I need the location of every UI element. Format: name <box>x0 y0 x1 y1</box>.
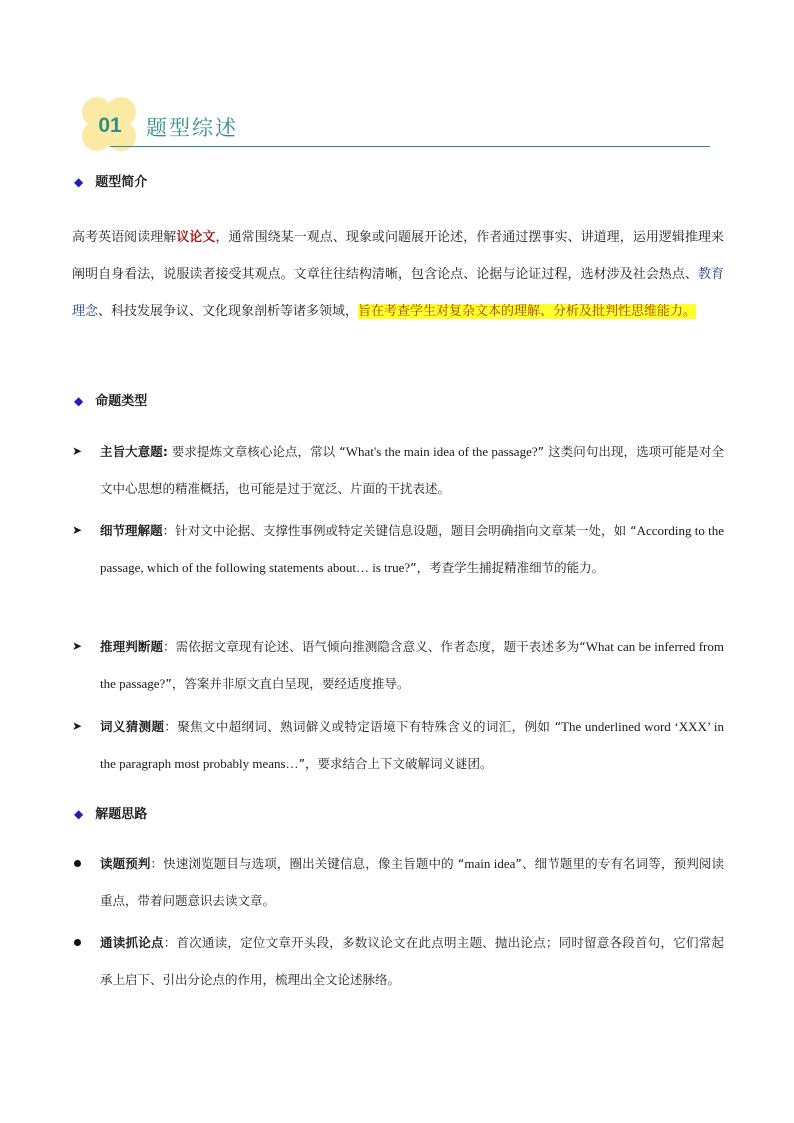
title-divider <box>110 146 710 147</box>
intro-paragraph: 高考英语阅读理解议论文，通常围绕某一观点、现象或问题展开论述，作者通过摆事实、讲道理，运用逻辑推理来阐明自身看法，说服读者接受其观点。文章往往结构清晰，包含论点、论据与论证过程，选材涉及社会热点、教育理念、科技发展争议、文化现象剖析等诸多领域，旨在考查学生对复杂文本的理解、分析及批判性思维能力。 <box>72 230 724 319</box>
type-item-detail: 细节理解题：针对文中论据、支撑性事例或特定关键信息设题，题目会明确指向文章某一处，如 “According to the passage, which of the following statements about… is true?”，考查学生捕捉精准细节的能力。 <box>100 523 724 575</box>
section-title: 题型综述 <box>146 116 238 140</box>
diamond-bullet-icon: ◆ <box>74 807 84 821</box>
approach-item-skim: 通读抓论点：首次通读，定位文章开头段，多数议论文在此点明主题、抛出论点；同时留意各段首句，它们常起承上启下、引出分论点的作用，梳理出全文论述脉络。 <box>100 935 724 987</box>
diamond-bullet-icon: ◆ <box>74 394 84 408</box>
subheading-types: ◆ 命题类型 <box>74 394 148 409</box>
type-item-inference: 推理判断题：需依据文章现有论述、语气倾向推测隐含意义、作者态度，题干表述多为“What can be inferred from the passage?”，答案并非原文直白呈现，要经适度推导。 <box>100 639 724 691</box>
arrow-bullet-icon: ➤ <box>72 523 83 537</box>
arrow-bullet-icon: ➤ <box>72 444 83 458</box>
arrow-bullet-icon: ➤ <box>72 639 83 653</box>
approach-item-preview: 读题预判：快速浏览题目与选项，圈出关键信息，像主旨题中的 “main idea”、细节题里的专有名词等，预判阅读重点，带着问题意识去读文章。 <box>100 856 724 908</box>
dot-bullet-icon <box>74 939 81 946</box>
section-number: 01 <box>98 114 122 137</box>
diamond-bullet-icon: ◆ <box>74 175 84 189</box>
subheading-intro: ◆ 题型简介 <box>74 175 148 190</box>
highlighted-purpose: 旨在考查学生对复杂文本的理解、分析及批判性思维能力。 <box>358 304 697 319</box>
dot-bullet-icon <box>74 860 81 867</box>
type-item-vocabulary: 词义猜测题：聚焦文中超纲词、熟词僻义或特定语境下有特殊含义的词汇，例如 “The underlined word ‘XXX’ in the paragraph most probably means…”，要求结合上下文破解词义谜团。 <box>100 719 724 771</box>
arrow-bullet-icon: ➤ <box>72 719 83 733</box>
subheading-approach: ◆ 解题思路 <box>74 807 148 822</box>
keyword-argumentative: 议论文 <box>176 230 216 245</box>
type-item-main-idea: 主旨大意题: 要求提炼文章核心论点，常以 “What's the main idea of the passage?” 这类问句出现，选项可能是对全文中心思想的精准概括，也可能是过于宽泛、片面的干扰表述。 <box>100 444 724 496</box>
